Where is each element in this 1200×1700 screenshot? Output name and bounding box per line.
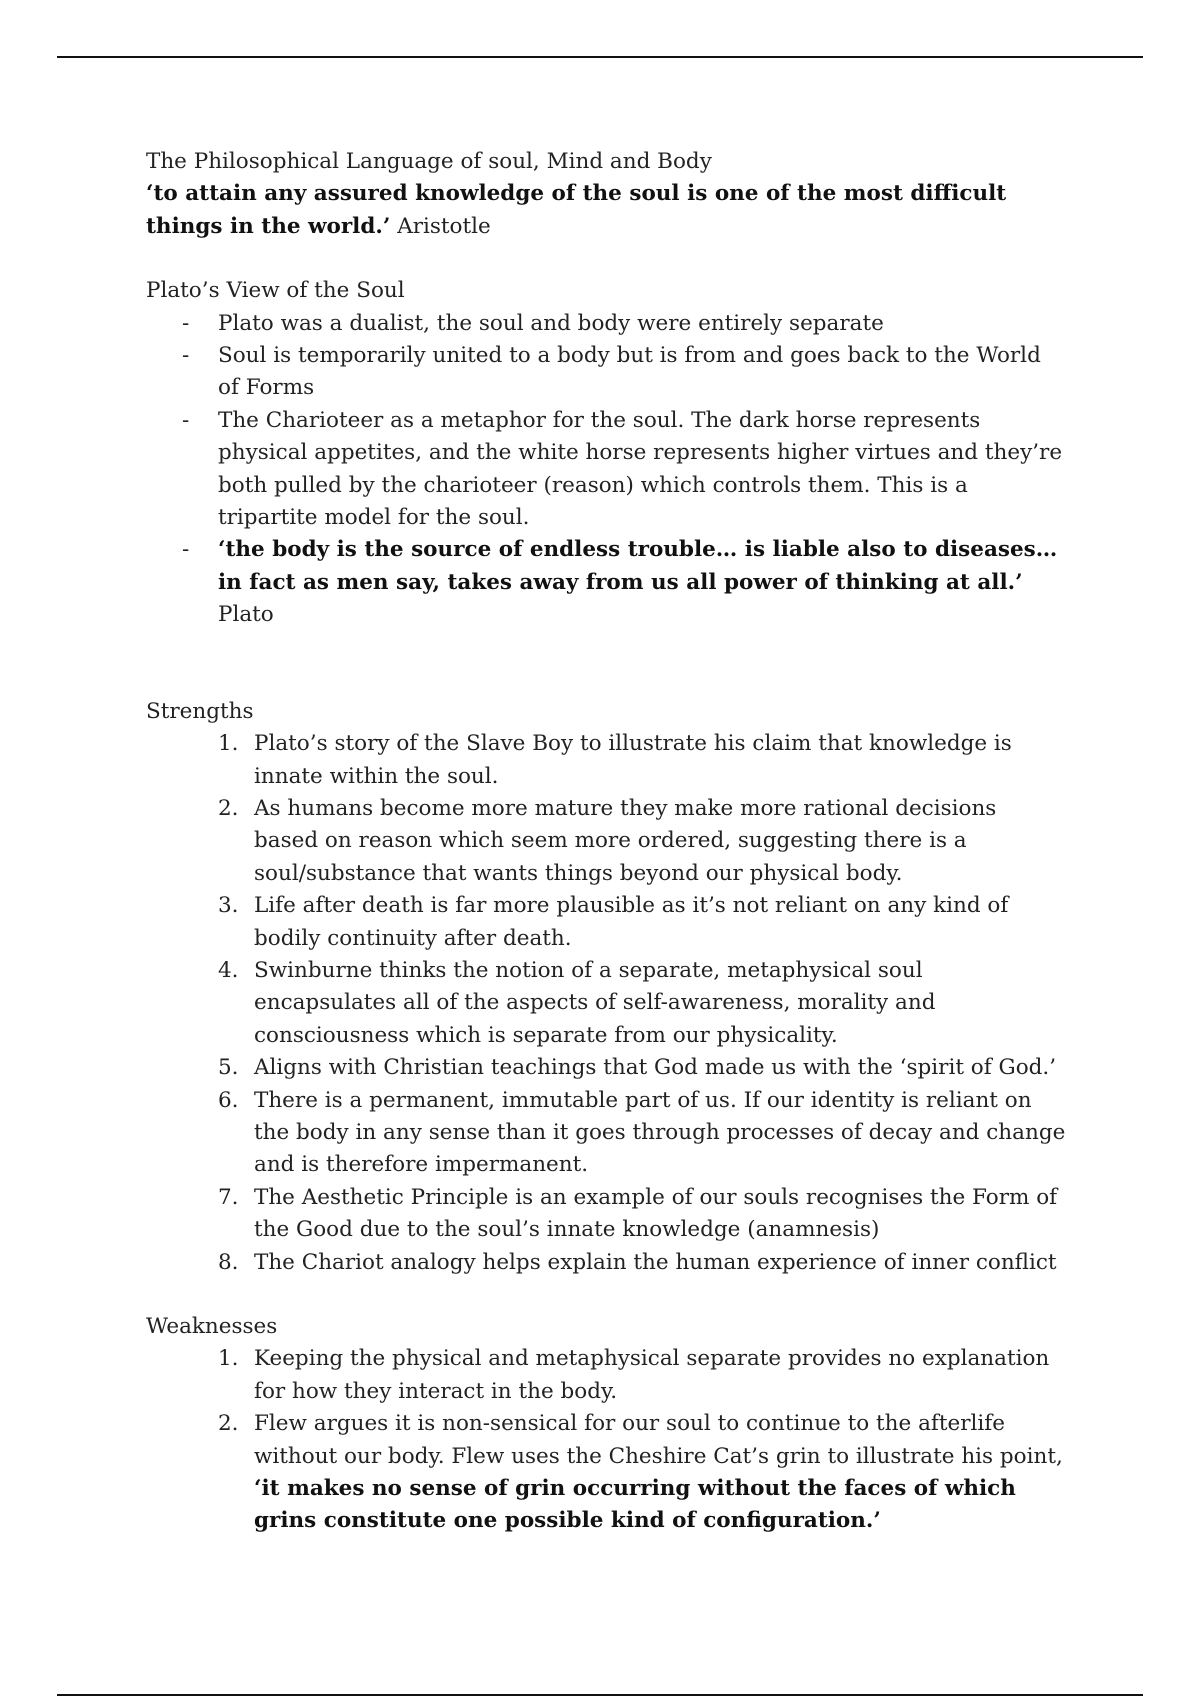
- aristotle-attribution: Aristotle: [397, 213, 491, 239]
- plato-bullet-quote: [146, 534, 1066, 631]
- plato-bullet: - Soul is temporarily united to a body but is from and goes back to the World of Forms: [146, 340, 1066, 405]
- strength-item: 4. Swinburne thinks the notion of a separate, metaphysical soul encapsulates all of the aspects of self-awareness, morality and consciousness which is separate from our physicality.: [218, 957, 936, 1048]
- document-body: [146, 146, 1066, 1538]
- top-rule: [57, 56, 1143, 58]
- weaknesses-section-title: Weaknesses: [146, 1314, 278, 1339]
- plato-section-title: Plato’s View of the Soul: [146, 278, 405, 304]
- strengths-section-title: Strengths: [146, 698, 254, 724]
- weaknesses-list: [146, 1343, 1066, 1537]
- weakness-item: 1. Keeping the physical and metaphysical separate provides no explanation for how they interact in the body.: [218, 1346, 1050, 1404]
- plato-bullet: - Plato was a dualist, the soul and body were entirely separate: [146, 308, 1066, 340]
- plato-bullet-list: [146, 308, 1066, 632]
- strength-item: 3. Life after death is far more plausible as it’s not reliant on any kind of bodily continuity after death.: [218, 893, 1009, 951]
- strength-item: 1. Plato’s story of the Slave Boy to illustrate his claim that knowledge is innate within the soul.: [218, 731, 1012, 789]
- aristotle-quote-line: [146, 178, 1066, 243]
- strength-item: 6. There is a permanent, immutable part of us. If our identity is reliant on the body in any sense than it goes through processes of decay and change and is therefore impermanent.: [218, 1087, 1066, 1178]
- plato-bullet: - The Charioteer as a metaphor for the soul. The dark horse represents physical appetites, and the white horse represents higher virtues and they’re both pulled by the charioteer (reason) which controls them. This is a tripartite model for the soul.: [146, 405, 1066, 535]
- weakness-item: 2. Flew argues it is non-sensical for our soul to continue to the afterlife without our body. Flew uses the Cheshire Cat’s grin to illustrate his point, ‘it makes no sense of grin occurring without the faces of which grins constitute one possible kind of configuration.’: [218, 1411, 1063, 1534]
- strengths-list: [146, 728, 1066, 1279]
- plato-attribution: Plato: [218, 602, 274, 628]
- aristotle-quote: ‘to attain any assured knowledge of the soul is one of the most difficult things in the world.’: [146, 181, 1007, 239]
- strength-item: 5. Aligns with Christian teachings that God made us with the ‘spirit of God.’: [218, 1055, 1057, 1081]
- bottom-rule: [57, 1694, 1143, 1696]
- flew-quote: ‘it makes no sense of grin occurring without the faces of which grins constitute one possible kind of configuration.’: [254, 1476, 1016, 1534]
- strength-item: 7. The Aesthetic Principle is an example of our souls recognises the Form of the Good due to the soul’s innate knowledge (anamnesis): [218, 1184, 1058, 1243]
- plato-quote: ‘the body is the source of endless trouble… is liable also to diseases… in fact as men say, takes away from us all power of thinking at all.’: [218, 537, 1058, 595]
- strength-item: 2. As humans become more mature they make more rational decisions based on reason which seem more ordered, suggesting there is a soul/substance that wants things beyond our physical body.: [218, 795, 997, 886]
- document-title: The Philosophical Language of soul, Mind and Body: [146, 149, 712, 174]
- strength-item: 8. The Chariot analogy helps explain the human experience of inner conflict: [218, 1249, 1057, 1275]
